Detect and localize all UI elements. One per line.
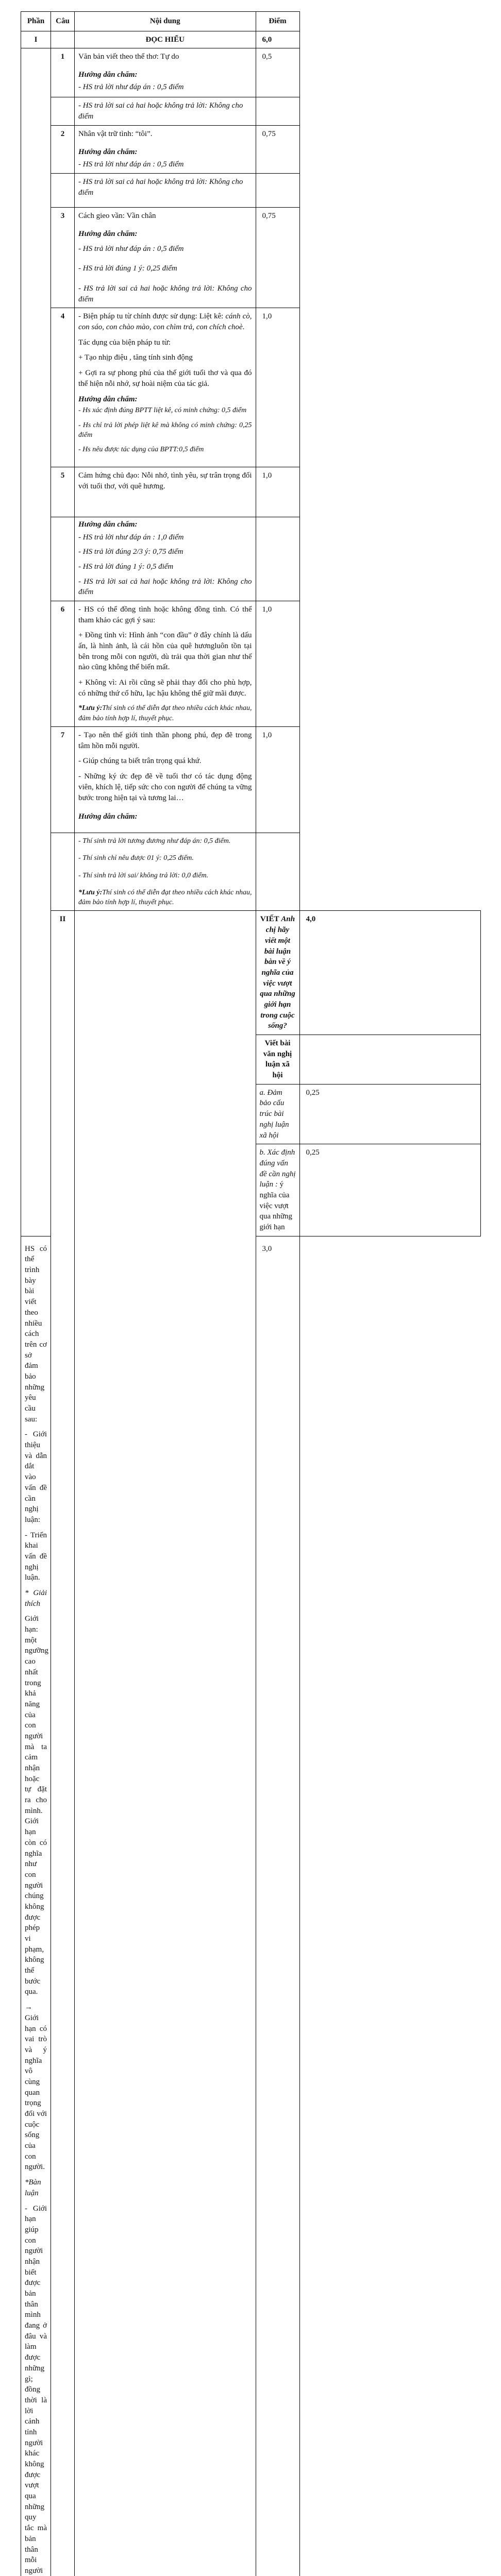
section-1-title: ĐỌC HIỂU <box>75 31 256 48</box>
question-2-number: 2 <box>51 125 75 173</box>
criterion-c-p6: → Giới hạn có vai trò và ý nghĩa vô cùng quan trọng đối với cuộc sống của con người. <box>25 2002 47 2173</box>
question-4-guide-title: Hướng dẫn chấm: <box>78 394 252 405</box>
question-2-score: 0,75 <box>256 125 299 173</box>
criterion-c-p7: *Bàn luận <box>25 2177 47 2198</box>
question-4-line-1b: cánh cò, con sáo, con chào mào, con chìm trả, con chích choè <box>78 312 252 331</box>
criterion-a-score: 0,25 <box>299 1084 481 1144</box>
section-2-title-a: VIẾT <box>260 915 279 923</box>
question-3-guide-3: - HS trả lời sai cả hai hoặc không trả lời: Không cho điểm <box>78 283 252 304</box>
criterion-c-p1: HS có thể trình bày bài viết theo nhiều cách trên cơ sở đảm bảo những yêu cầu sau: <box>25 1244 47 1425</box>
header-content: Nội dung <box>75 12 256 31</box>
question-7-note: Thí sinh có thể diễn đạt theo nhiều cách khác nhau, đảm bảo tính hợp lí, thuyết phục. <box>78 889 252 906</box>
question-6-number: 6 <box>51 601 75 726</box>
question-7-row <box>21 727 481 833</box>
section-2-title-b: Anh chị hãy viết một bài luận bàn về ý nghĩa của việc vượt qua những giới hạn trong cuộc sống? <box>260 915 295 1030</box>
question-4-line-1c: . <box>243 323 245 331</box>
question-5-guide-4: - HS trả lời sai cả hai hoặc không trả lời: Không cho điểm <box>78 577 252 598</box>
question-7-note-label: *Lưu ý: <box>78 889 102 896</box>
question-5-score: 1,0 <box>256 467 299 517</box>
section-1-part: I <box>21 31 51 48</box>
criterion-c-p4: * Giải thích <box>25 1588 47 1609</box>
header-score: Điểm <box>256 12 299 31</box>
question-3-guide-1: - HS trả lời như đáp án : 0,5 điểm <box>78 244 252 255</box>
question-3-number: 3 <box>51 208 75 308</box>
question-7-line-3: - Những ký ức đẹp đẽ về tuổi thơ có tác dụng động viên, khích lệ, tiếp sức cho con người để chúng ta vững bước trong hiện tại và tương lai… <box>78 771 252 803</box>
question-7-guide-3: - Thí sinh trả lời sai/ không trả lời: 0,0 điểm. <box>78 871 252 880</box>
question-3-content <box>75 208 256 308</box>
question-2-guide-row <box>21 173 481 207</box>
question-7-content <box>75 727 256 833</box>
question-5-guide-2: - HS trả lời đúng 2/3 ý: 0,75 điểm <box>78 547 252 557</box>
criterion-c-p3: - Triển khai vấn đề nghị luận. <box>25 1530 47 1583</box>
question-6-line-1: - HS có thể đồng tình hoặc không đồng tình. Có thể tham khảo các gợi ý sau: <box>78 604 252 625</box>
question-5-number: 5 <box>51 467 75 517</box>
criterion-c-score: 3,0 <box>256 1236 299 2576</box>
grading-table <box>21 11 481 2576</box>
question-5-row <box>21 467 481 517</box>
question-4-line-1a: - Biện pháp tu từ chính được sử dụng: Liệt kê: <box>78 312 223 320</box>
question-3-guide-2: - HS trả lời đúng 1 ý: 0,25 điểm <box>78 263 252 274</box>
header-question: Câu <box>51 12 75 31</box>
question-5-guide-1: - HS trả lời như đáp án : 1,0 điểm <box>78 532 252 543</box>
criterion-c-p2: - Giới thiệu và dẫn dắt vào vấn đề cần nghị luận: <box>25 1429 47 1525</box>
question-4-line-4: + Gợi ra sự phong phú của thế giới tuổi thơ và qua đó thể hiện nỗi nhớ, sự hoài niệm của tác giả. <box>78 368 252 389</box>
question-1-guide-1: - HS trả lời như đáp án : 0,5 điểm <box>75 80 256 94</box>
criterion-c-p5: Giới hạn: một ngưỡng cao nhất trong khả năng của con người mà ta cảm nhận hoặc tự đặt ra cho mình. Giới hạn còn có nghĩa như con người chúng không được phép vi phạm, không thể bước qua. <box>25 1614 47 1997</box>
question-4-row <box>21 308 481 467</box>
section-2-title-row <box>21 911 481 1035</box>
criterion-c-content <box>21 1236 51 2576</box>
question-2-answer: Nhân vật trữ tình: “tôi”. <box>78 129 252 140</box>
question-1-number: 1 <box>51 48 75 97</box>
question-7-number: 7 <box>51 727 75 833</box>
question-6-note-label: *Lưu ý: <box>78 704 102 712</box>
question-1-content <box>75 48 256 97</box>
section-2-title <box>256 911 299 1035</box>
section-2-subtitle: Viết bài văn nghị luận xã hội <box>256 1035 299 1084</box>
criterion-b-label: b. Xác định đúng vấn đề cần nghị luận : <box>260 1148 296 1189</box>
question-5-guide-3: - HS trả lời đúng 1 ý: 0,5 điểm <box>78 562 252 572</box>
section-2-part: II <box>51 911 75 2576</box>
question-7-guide-1: - Thí sinh trả lời tương đương như đáp án: 0,5 điểm. <box>78 836 252 846</box>
question-2-guide-2: - HS trả lời sai cả hai hoặc không trả lời: Không cho điểm <box>75 173 256 207</box>
question-2-content <box>75 125 256 173</box>
question-4-guide-1: - Hs xác định đúng BPTT liệt kê, có minh chứng: 0,5 điểm <box>78 405 252 415</box>
table-header-row <box>21 12 481 31</box>
question-2-row <box>21 125 481 173</box>
question-7-guide-title: Hướng dẫn chấm: <box>78 811 252 822</box>
criterion-b-content <box>256 1144 299 1236</box>
question-7-guide-2: - Thí sinh chỉ nêu được 01 ý: 0,25 điểm. <box>78 853 252 863</box>
question-3-answer: Cách gieo vần: Vần chân <box>78 211 252 222</box>
question-1-answer: Văn bản viết theo thể thơ: Tự do <box>78 52 252 62</box>
question-6-content <box>75 601 256 726</box>
question-4-content <box>75 308 256 467</box>
question-6-line-2: + Đồng tình vì: Hình ảnh “con đầu” ở đây chính là dấu ấn, là hình ảnh, là cái hồn của quê hươngluôn tồn tại bên trong mỗi con người, dù trải qua thời gian như thế nào cũng không thể biến mất. <box>78 630 252 673</box>
question-7-guide <box>75 833 256 911</box>
question-5-answer: Cảm hứng chủ đạo: Nỗi nhớ, tình yêu, sự trân trọng đối với tuổi thơ, với quê hương. <box>78 470 252 492</box>
criterion-b-score: 0,25 <box>299 1144 481 1236</box>
question-3-score: 0,75 <box>256 208 299 308</box>
question-7-line-1: - Tạo nên thế giới tinh thần phong phú, đẹp đẽ trong tâm hồn mỗi người. <box>78 730 252 751</box>
question-2-guide-1: - HS trả lời như đáp án : 0,5 điểm <box>78 159 252 170</box>
question-6-score: 1,0 <box>256 601 299 726</box>
question-1-row <box>21 48 481 97</box>
question-4-guide-3: - Hs nêu được tác dụng của BPTT:0,5 điểm <box>78 445 252 454</box>
question-4-score: 1,0 <box>256 308 299 467</box>
question-6-note: Thí sinh có thể diễn đạt theo nhiều cách khác nhau, đảm bảo tính hợp lí, thuyết phục. <box>78 704 252 722</box>
question-4-line-2: Tác dụng của biện pháp tu từ: <box>78 337 252 348</box>
question-7-guide-row <box>21 833 481 911</box>
section-2-score: 4,0 <box>299 911 481 1035</box>
question-4-number: 4 <box>51 308 75 467</box>
question-7-line-2: - Giúp chúng ta biết trân trọng quá khứ. <box>78 756 252 767</box>
question-5-content <box>75 467 256 517</box>
header-part: Phần <box>21 12 51 31</box>
question-6-row <box>21 601 481 726</box>
question-3-guide-title: Hướng dẫn chấm: <box>78 229 252 240</box>
criterion-b-text: ý nghĩa của việc vượt qua những giới hạn <box>260 1180 293 1231</box>
question-4-guide-2: - Hs chỉ trả lời phép liệt kê mà không có minh chứng: 0,25 điểm <box>78 420 252 440</box>
question-6-line-3: + Không vì: Ai rồi cũng sẽ phải thay đổi cho phù hợp, có những thứ cổ hữu, lạc hậu không thể giữ mãi được. <box>78 677 252 699</box>
question-7-score: 1,0 <box>256 727 299 833</box>
question-5-guide <box>75 517 256 601</box>
question-1-guide-title: Hướng dẫn chấm: <box>78 70 252 80</box>
question-5-guide-title: Hướng dẫn chấm: <box>78 519 252 530</box>
section-1-title-row <box>21 31 481 48</box>
question-3-row <box>21 208 481 308</box>
criterion-c-p8: - Giới hạn giúp con người nhận biết được bản thân mình đang ở đâu và làm được những gì; đồng thời là lời cảnh tỉnh người khác không được vượt qua những quy tắc mà bản thân mỗi người <box>25 2204 47 2576</box>
criterion-a-text: a. Đảm bảo cấu trúc bài nghị luận xã hội <box>256 1084 299 1144</box>
question-4-line-3: + Tạo nhịp điệu , tăng tính sinh động <box>78 352 252 363</box>
section-1-score: 6,0 <box>256 31 299 48</box>
question-1-guide-row <box>21 97 481 125</box>
question-1-guide-2: - HS trả lời sai cả hai hoặc không trả lời: Không cho điểm <box>75 97 256 125</box>
question-2-guide-title: Hướng dẫn chấm: <box>78 147 252 158</box>
question-1-score: 0,5 <box>256 48 299 97</box>
question-5-guide-row <box>21 517 481 601</box>
